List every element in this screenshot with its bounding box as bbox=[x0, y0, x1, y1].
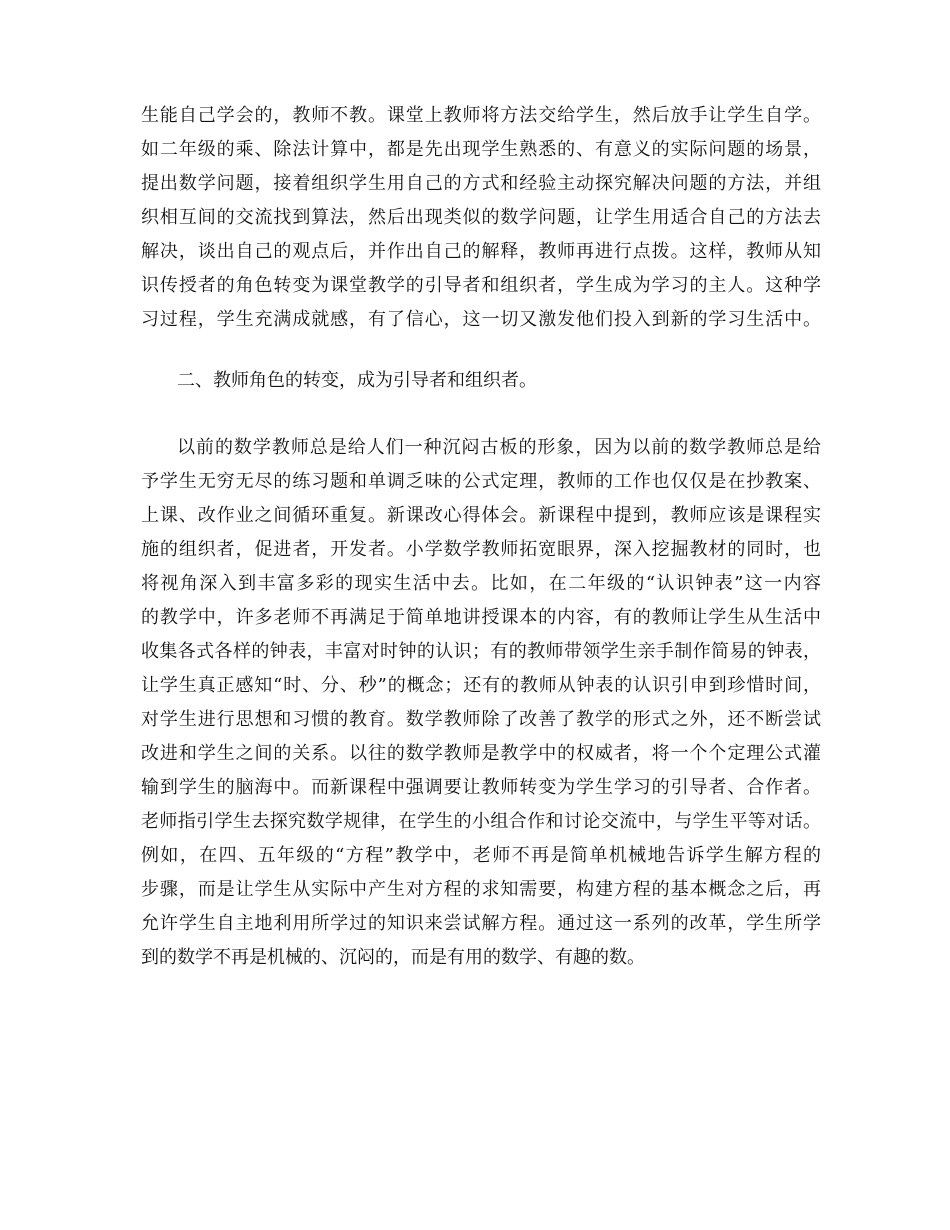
paragraph2-line-2: 予学生无穷无尽的练习题和单调乏味的公式定理，教师的工作也仅仅是在抄教案、 bbox=[141, 471, 821, 492]
paragraph2-line-14: 步骤，而是让学生从实际中产生对方程的求知需要，构建方程的基本概念之后，再 bbox=[141, 879, 821, 900]
paragraph2-line-16: 到的数学不再是机械的、沉闷的，而是有用的数学、有趣的数。 bbox=[141, 947, 645, 968]
paragraph2-line-4: 施的组织者，促进者，开发者。小学数学教师拓宽眼界，深入挖掘教材的同时，也 bbox=[141, 539, 821, 560]
paragraph2-line-13: 例如，在四、五年级的“方程”教学中，老师不再是简单机械地告诉学生解方程的 bbox=[141, 845, 821, 866]
paragraph2-line-10: 改进和学生之间的关系。以往的数学教师是教学中的权威者，将一个个定理公式灌 bbox=[141, 743, 821, 764]
paragraph2-line-8: 让学生真正感知“时、分、秒”的概念；还有的教师从钟表的认识引申到珍惜时间， bbox=[141, 675, 821, 696]
paragraph2-line-12: 老师指引学生去探究数学规律，在学生的小组合作和讨论交流中，与学生平等对话。 bbox=[141, 811, 821, 832]
paragraph2-line-3: 上课、改作业之间循环重复。新课改心得体会。新课程中提到，教师应该是课程实 bbox=[141, 505, 821, 526]
paragraph1-line-3: 提出数学问题，接着组织学生用自己的方式和经验主动探究解决问题的方法，并组 bbox=[141, 173, 821, 194]
paragraph2-line-9: 对学生进行思想和习惯的教育。数学教师除了改善了教学的形式之外，还不断尝试 bbox=[141, 709, 821, 730]
paragraph2-line-6: 的教学中，许多老师不再满足于简单地讲授课本的内容，有的教师让学生从生活中 bbox=[141, 607, 821, 628]
paragraph1-line-4: 织相互间的交流找到算法，然后出现类似的数学问题，让学生用适合自己的方法去 bbox=[141, 207, 821, 228]
paragraph1-line-5: 解决，谈出自己的观点后，并作出自己的解释，教师再进行点拨。这样，教师从知 bbox=[141, 241, 821, 262]
paragraph2-line-7: 收集各式各样的钟表，丰富对时钟的认识；有的教师带领学生亲手制作简易的钟表， bbox=[141, 641, 821, 662]
paragraph2-line-1: 以前的数学教师总是给人们一种沉闷古板的形象，因为以前的数学教师总是给 bbox=[177, 437, 821, 458]
paragraph2-line-15: 允许学生自主地利用所学过的知识来尝试解方程。通过这一系列的改革，学生所学 bbox=[141, 913, 821, 934]
paragraph1-line-1: 生能自己学会的，教师不教。课堂上教师将方法交给学生，然后放手让学生自学。 bbox=[141, 105, 821, 126]
paragraph1-line-2: 如二年级的乘、除法计算中，都是先出现学生熟悉的、有意义的实际问题的场景， bbox=[141, 139, 821, 160]
paragraph1-line-6: 识传授者的角色转变为课堂教学的引导者和组织者，学生成为学习的主人。这种学 bbox=[141, 275, 821, 296]
paragraph2-line-11: 输到学生的脑海中。而新课程中强调要让教师转变为学生学习的引导者、合作者。 bbox=[141, 777, 821, 798]
paragraph2-line-5: 将视角深入到丰富多彩的现实生活中去。比如，在二年级的“认识钟表”这一内容 bbox=[141, 573, 821, 594]
paragraph1-line-7: 习过程，学生充满成就感，有了信心，这一切又激发他们投入到新的学习生活中。 bbox=[141, 309, 821, 330]
section-heading: 二、教师角色的转变，成为引导者和组织者。 bbox=[177, 370, 537, 391]
